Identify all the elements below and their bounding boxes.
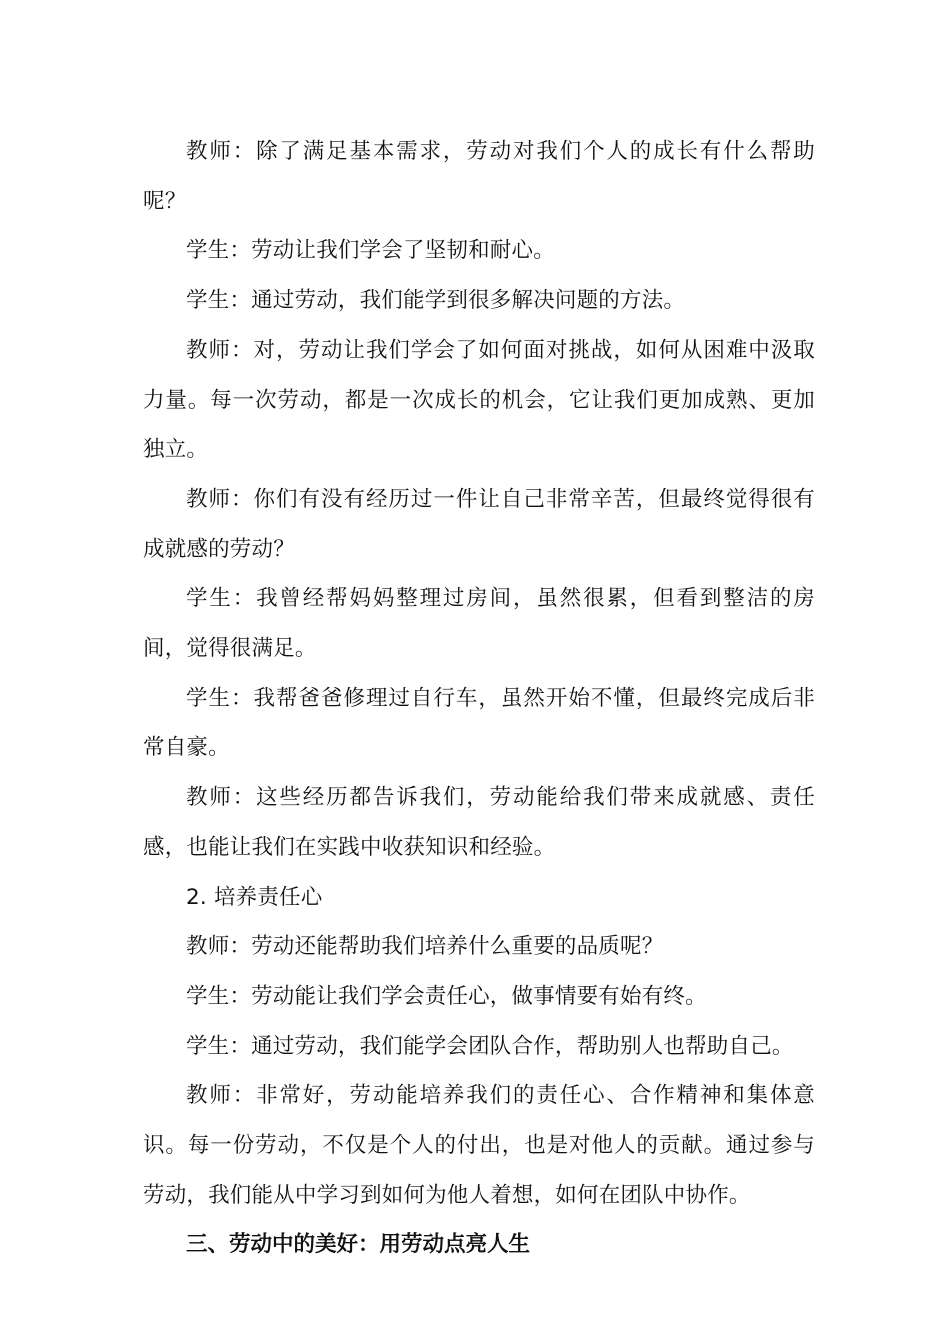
paragraph: 学生：劳动让我们学会了坚韧和耐心。 bbox=[186, 238, 555, 264]
paragraph: 学生：我曾经帮妈妈整理过房间，虽然很累，但看到整洁的房间，觉得很满足。 bbox=[143, 586, 815, 662]
section-heading: 三、劳动中的美好：用劳动点亮人生 bbox=[186, 1232, 531, 1258]
paragraph: 学生：通过劳动，我们能学会团队合作，帮助别人也帮助自己。 bbox=[186, 1033, 794, 1059]
paragraph: 教师：非常好，劳动能培养我们的责任心、合作精神和集体意识。每一份劳动，不仅是个人的付出，也是对他人的贡献。通过参与劳动，我们能从中学习到如何为他人着想，如何在团队中协作。 bbox=[143, 1083, 815, 1208]
paragraph: 学生：我帮爸爸修理过自行车，虽然开始不懂，但最终完成后非常自豪。 bbox=[143, 685, 815, 761]
document-body bbox=[143, 127, 815, 1270]
paragraph: 教师：你们有没有经历过一件让自己非常辛苦，但最终觉得很有成就感的劳动？ bbox=[143, 486, 815, 562]
paragraph: 教师：这些经历都告诉我们，劳动能给我们带来成就感、责任感，也能让我们在实践中收获知识和经验。 bbox=[143, 785, 815, 860]
subsection-title: 2. 培养责任心 bbox=[186, 884, 323, 910]
paragraph: 学生：通过劳动，我们能学到很多解决问题的方法。 bbox=[186, 288, 686, 314]
paragraph: 教师：劳动还能帮助我们培养什么重要的品质呢？ bbox=[186, 934, 664, 960]
paragraph: 教师：除了满足基本需求，劳动对我们个人的成长有什么帮助呢？ bbox=[143, 139, 815, 214]
paragraph: 教师：对，劳动让我们学会了如何面对挑战，如何从困难中汲取力量。每一次劳动，都是一次成长的机会，它让我们更加成熟、更加独立。 bbox=[143, 337, 815, 463]
paragraph: 学生：劳动能让我们学会责任心，做事情要有始有终。 bbox=[186, 983, 707, 1009]
